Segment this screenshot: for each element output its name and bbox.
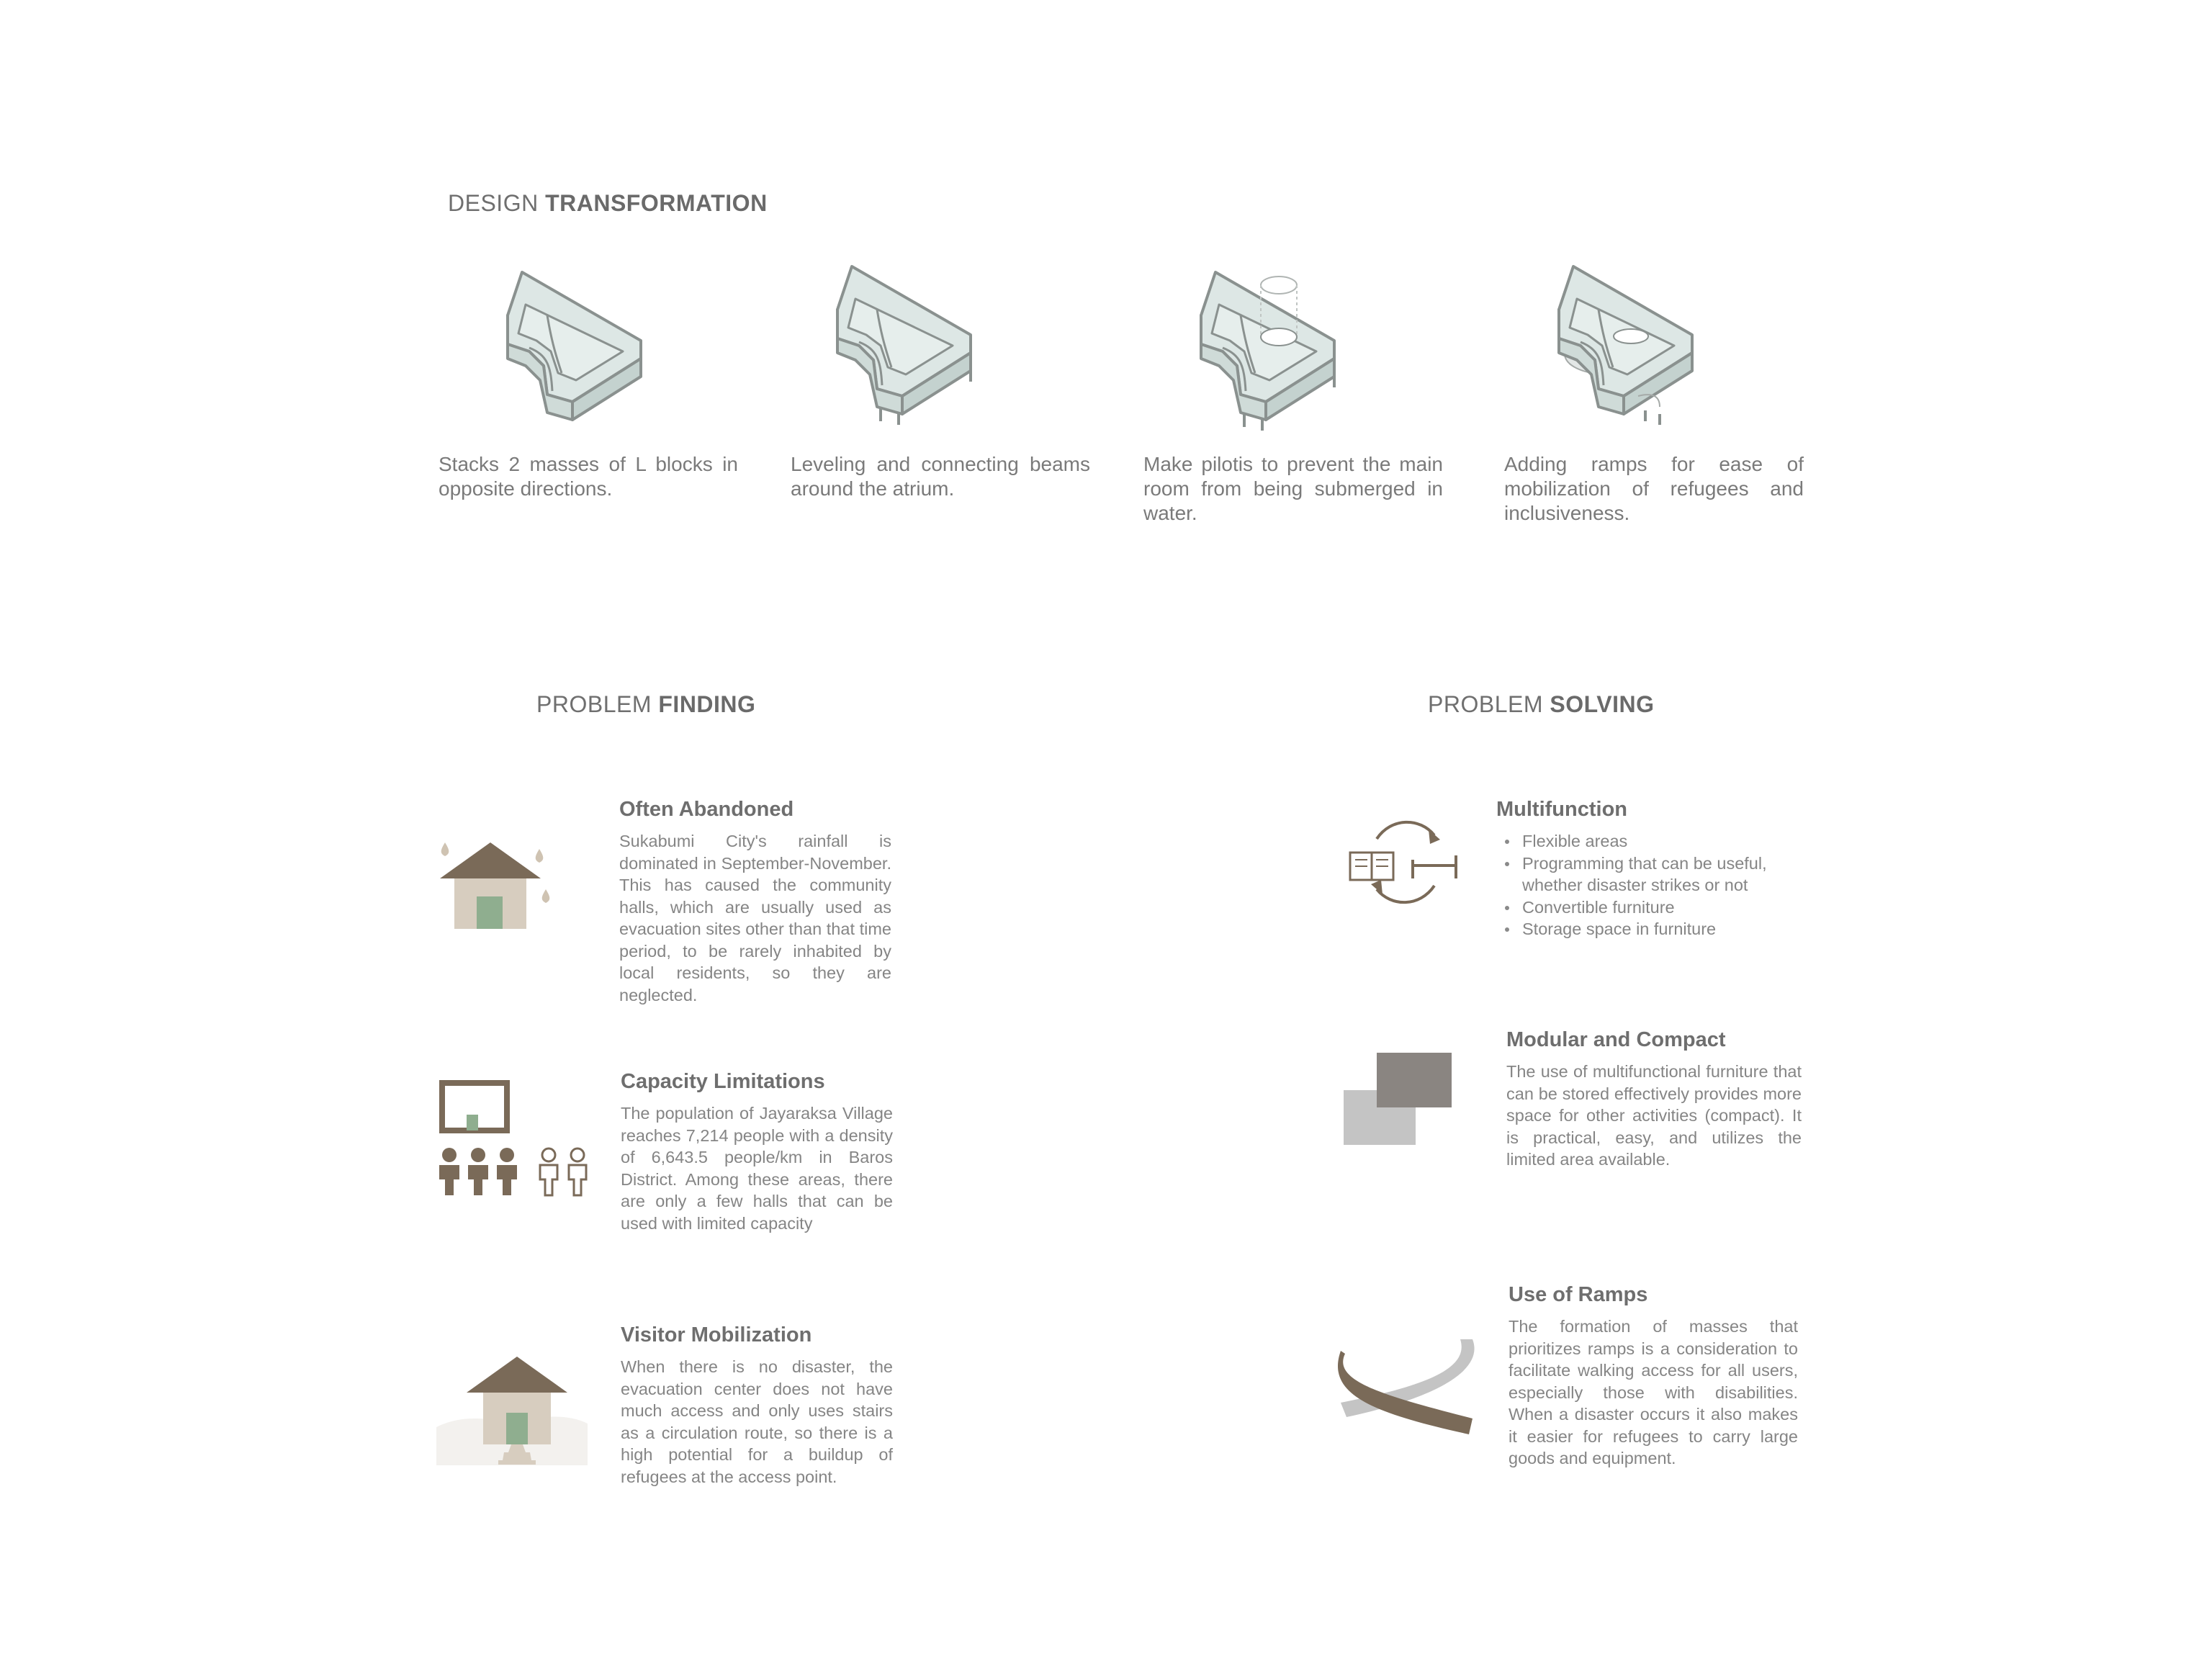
- transformation-step-caption: Adding ramps for ease of mobilization of refugees and inclusiveness.: [1504, 453, 1804, 524]
- transformation-step-caption: Leveling and connecting beams around the atrium.: [791, 453, 1090, 500]
- problem-item-text: Sukabumi City's rainfall is dominated in September-November. This has caused the community halls, which are usually used as evacuation sites other than that time period, to be rarely inhabited by local residents, so they are neglected.: [619, 832, 891, 1004]
- problem-item-title: Visitor Mobilization: [621, 1323, 812, 1346]
- solving-item-text: The use of multifunctional furniture that can be stored effectively provides more space for other activities (compact). It is practical, easy, and utilizes the limited area available.: [1506, 1062, 1802, 1169]
- title-light: DESIGN: [448, 190, 539, 216]
- pilotis-icon: [1201, 272, 1338, 431]
- transformation-step-caption: Make pilotis to prevent the main room from being submerged in water.: [1143, 453, 1443, 524]
- problem-solving-title: [1428, 691, 1655, 718]
- bullet-item: Programming that can be useful, whether disaster strikes or not: [1496, 853, 1820, 896]
- solving-item-title: Use of Ramps: [1509, 1283, 1648, 1306]
- bullet-item: Convertible furniture: [1496, 896, 1820, 919]
- title-bold: TRANSFORMATION: [545, 190, 768, 216]
- title-bold: SOLVING: [1550, 691, 1655, 717]
- title-light: PROBLEM: [1428, 691, 1543, 717]
- solving-item-text: The formation of masses that prioritizes ramps is a consideration to facilitate walking access for all users, especially those with disabilities. When a disaster occurs it also makes it easier for refugees to carry large goods and equipment.: [1509, 1317, 1798, 1467]
- ramp-curve-icon: [1339, 1338, 1480, 1439]
- problem-item-title: Often Abandoned: [619, 798, 794, 821]
- problem-finding-title: [536, 691, 755, 718]
- bullet-item: Flexible areas: [1496, 830, 1820, 853]
- design-transformation-title: [448, 190, 768, 217]
- house-stairs-icon: [436, 1355, 588, 1467]
- l-block-stack-icon: [508, 272, 644, 423]
- bullet-item: Storage space in furniture: [1496, 918, 1820, 940]
- problem-item-text: When there is no disaster, the evacuation center does not have much access and only uses stairs as a circulation route, so there is a high potential for a buildup of refugees at the access point.: [621, 1357, 893, 1486]
- problem-item-text: The population of Jayaraksa Village reaches 7,214 people with a density of 6,643.5 people/km in Baros District. Among these areas, there are only a few halls that can be used with limited capacity: [621, 1104, 893, 1233]
- multifunction-cycle-icon: [1348, 814, 1463, 911]
- title-bold: FINDING: [658, 691, 756, 717]
- house-rain-icon: [436, 839, 555, 932]
- people-capacity-icon: [436, 1080, 591, 1199]
- modular-blocks-icon: [1344, 1053, 1452, 1146]
- ramps-icon: [1559, 266, 1696, 428]
- title-light: PROBLEM: [536, 691, 652, 717]
- problem-item-title: Capacity Limitations: [621, 1070, 825, 1093]
- multifunction-bullet-list: [1496, 830, 1820, 940]
- atrium-beams-icon: [837, 266, 974, 425]
- solving-item-title: Multifunction: [1496, 798, 1628, 821]
- solving-item-title: Modular and Compact: [1506, 1028, 1726, 1051]
- transformation-step-caption: Stacks 2 masses of L blocks in opposite directions.: [439, 453, 738, 500]
